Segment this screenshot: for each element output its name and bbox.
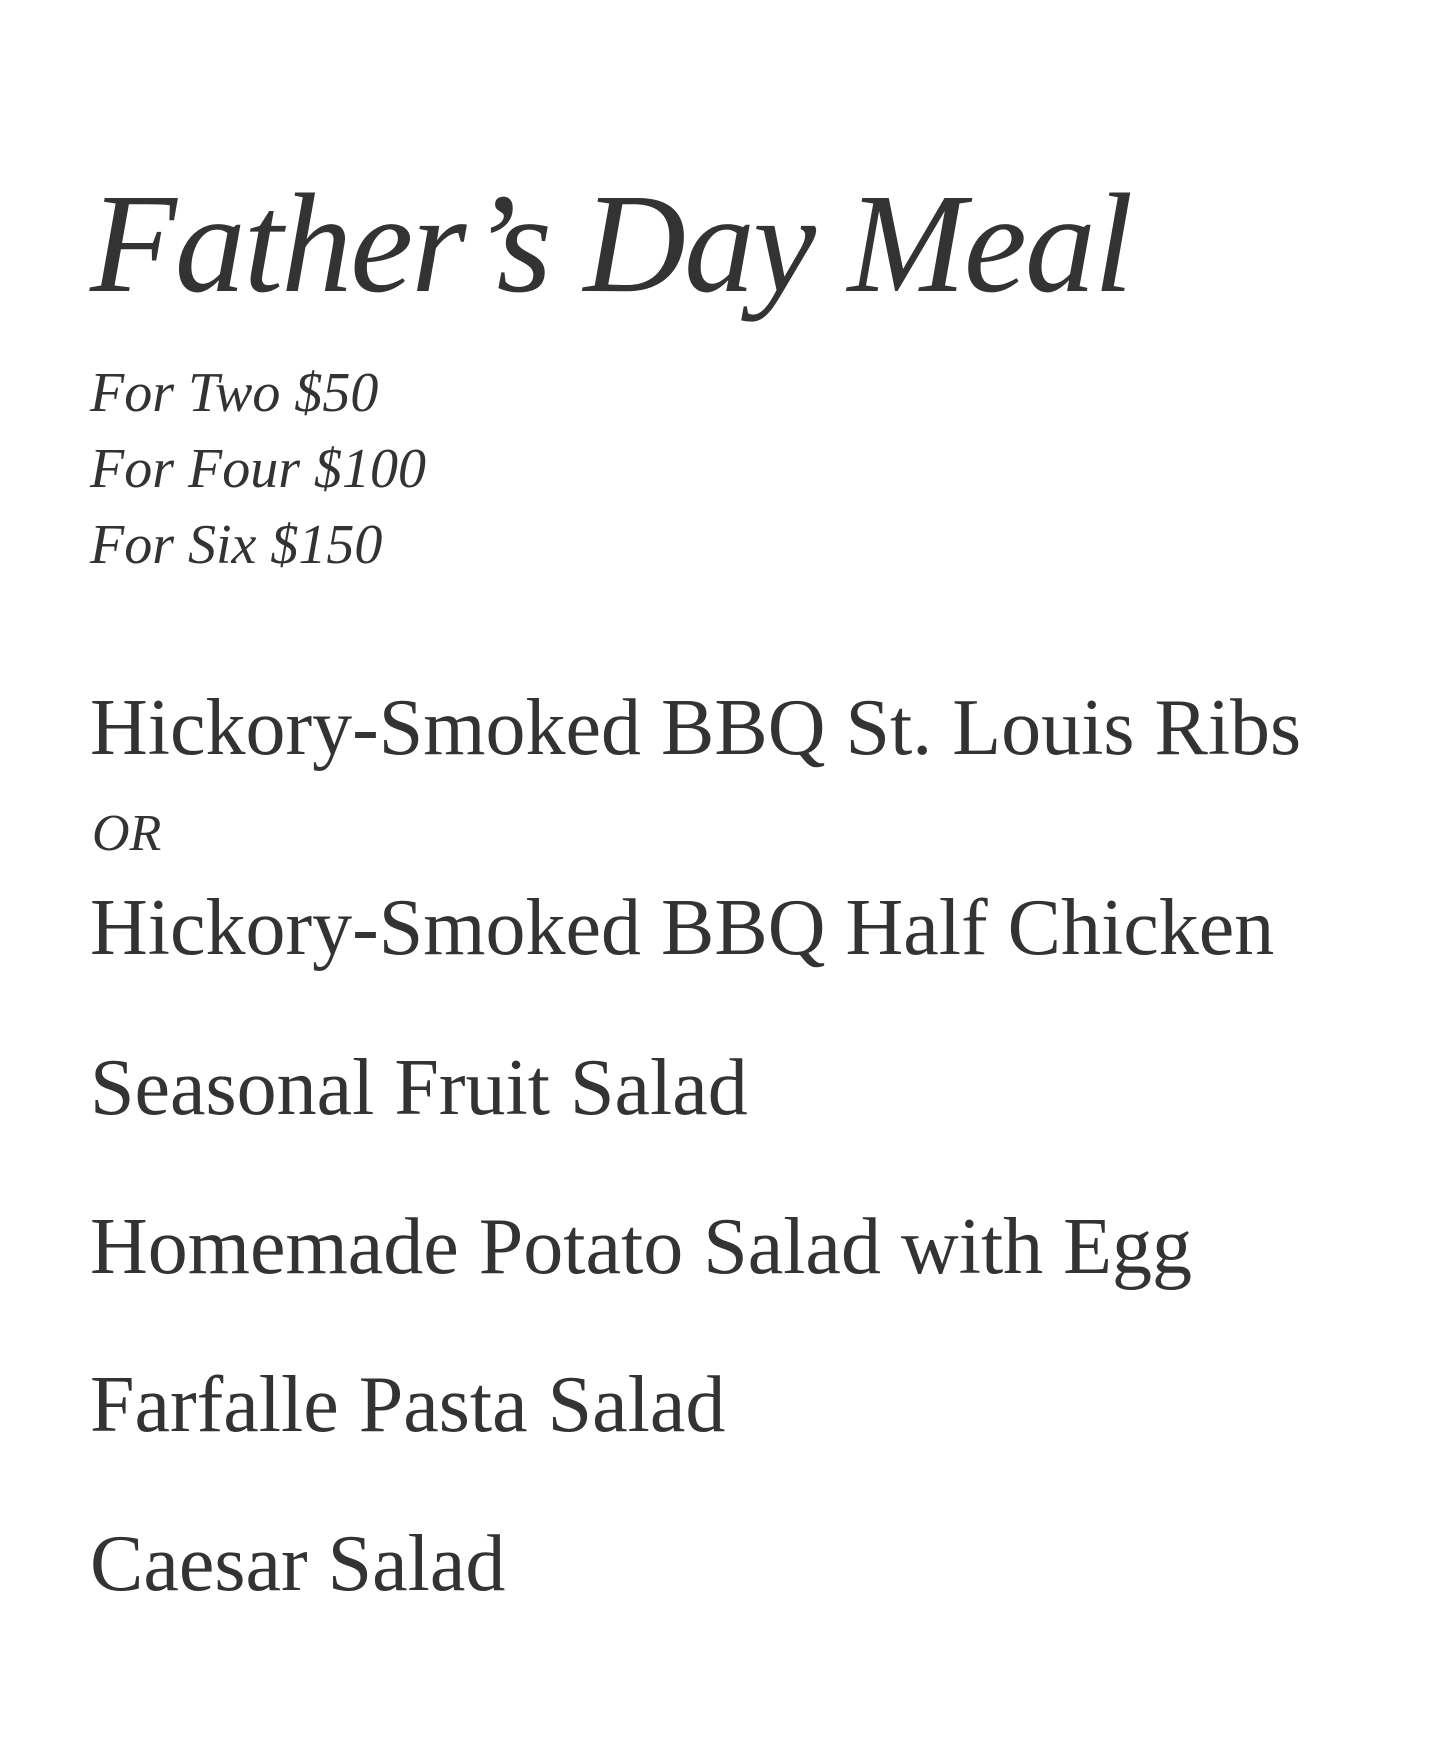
side-item-fruit-salad: Seasonal Fruit Salad	[90, 1044, 748, 1132]
side-item-potato-salad: Homemade Potato Salad with Egg	[90, 1203, 1193, 1291]
side-item-pasta-salad: Farfalle Pasta Salad	[90, 1361, 726, 1449]
main-option-separator: OR	[92, 805, 162, 862]
main-option-ribs: Hickory-Smoked BBQ St. Louis Ribs	[90, 684, 1302, 772]
price-for-six: For Six $150	[90, 514, 383, 576]
price-for-two: For Two $50	[90, 362, 379, 424]
main-option-chicken: Hickory-Smoked BBQ Half Chicken	[90, 884, 1275, 972]
side-item-caesar-salad: Caesar Salad	[90, 1520, 506, 1608]
price-list	[90, 355, 426, 583]
price-for-four: For Four $100	[90, 438, 426, 500]
menu-title: Father’s Day Meal	[90, 164, 1132, 322]
